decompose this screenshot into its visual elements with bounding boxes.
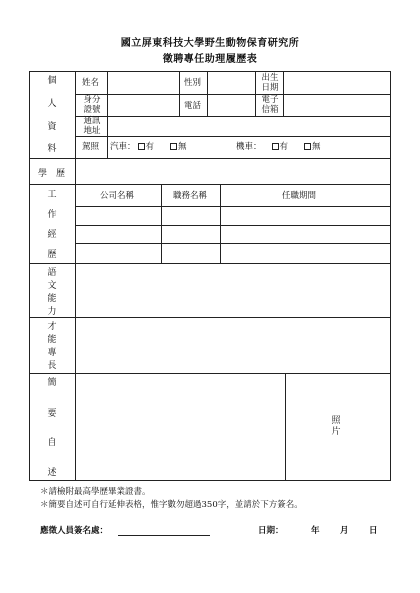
column-company: 公司名稱 bbox=[100, 191, 135, 201]
no-label: 無 bbox=[178, 142, 187, 152]
motorcycle-label: 機車： bbox=[236, 142, 262, 152]
section-label-skills-char: 長 bbox=[47, 361, 57, 371]
birth-date-label-line: 日期 bbox=[261, 83, 279, 93]
photo-box[interactable] bbox=[328, 416, 344, 438]
address-field[interactable] bbox=[108, 117, 390, 135]
resume-form bbox=[29, 71, 391, 481]
section-label-language-char: 文 bbox=[47, 281, 57, 291]
form-title: 國立屏東科技大學野生動物保育研究所 bbox=[120, 38, 300, 49]
section-label-personal: 人 bbox=[47, 99, 57, 109]
divider bbox=[75, 243, 391, 244]
id-number-label bbox=[81, 95, 103, 115]
email-label-line: 電子 bbox=[261, 95, 279, 105]
year-label: 年 bbox=[311, 526, 320, 536]
phone-field[interactable] bbox=[208, 95, 254, 115]
motorcycle-no-checkbox[interactable] bbox=[304, 143, 311, 150]
divider bbox=[75, 225, 391, 226]
section-label-work: 工 bbox=[47, 190, 57, 200]
section-label-language-char: 力 bbox=[47, 307, 57, 317]
id-number-label-line: 證號 bbox=[83, 105, 101, 115]
email-label bbox=[260, 95, 280, 115]
section-label-skills-char: 能 bbox=[47, 335, 57, 345]
birth-date-label bbox=[260, 73, 280, 93]
car-no-checkbox[interactable] bbox=[170, 143, 177, 150]
no-label: 無 bbox=[312, 142, 321, 152]
note-diploma: ＊請檢附最高學歷畢業證書。 bbox=[40, 487, 151, 497]
birth-date-label-line: 出生 bbox=[261, 73, 279, 83]
column-position: 職務名稱 bbox=[173, 191, 208, 201]
section-label-work: 經 bbox=[47, 230, 57, 240]
id-number-label-line: 身分 bbox=[83, 95, 101, 105]
car-yes-checkbox[interactable] bbox=[138, 143, 145, 150]
column-period: 任職期間 bbox=[282, 191, 317, 201]
education-field[interactable] bbox=[76, 159, 390, 183]
photo-label-char: 片 bbox=[331, 427, 341, 437]
section-label-skills bbox=[44, 321, 60, 373]
id-number-field[interactable] bbox=[108, 95, 178, 115]
section-label-language bbox=[44, 267, 60, 319]
gender-label: 性別 bbox=[184, 78, 202, 88]
divider bbox=[30, 184, 391, 185]
education-label: 學 歷 bbox=[38, 169, 66, 179]
address-label bbox=[81, 116, 103, 136]
section-label-autobiography: 要 bbox=[47, 409, 57, 419]
skills-field[interactable] bbox=[76, 318, 390, 372]
section-label-personal: 資 bbox=[47, 122, 57, 132]
signature-label: 應徵人員簽名處： bbox=[40, 526, 109, 536]
section-label-autobiography: 簡 bbox=[47, 378, 57, 388]
photo-label-char: 照 bbox=[331, 416, 341, 426]
email-field[interactable] bbox=[284, 95, 390, 115]
divider bbox=[179, 72, 180, 116]
yes-label: 有 bbox=[279, 142, 289, 152]
divider bbox=[75, 136, 391, 137]
address-label-line: 通訊 bbox=[83, 116, 101, 126]
email-label-line: 信箱 bbox=[261, 105, 279, 115]
section-label-work: 作 bbox=[47, 210, 57, 220]
license-label: 駕照 bbox=[82, 142, 100, 152]
section-label-personal: 個 bbox=[47, 76, 57, 86]
month-label: 月 bbox=[340, 526, 349, 536]
section-label-skills-char: 專 bbox=[47, 348, 57, 358]
section-label-skills-char: 才 bbox=[47, 322, 57, 332]
name-label: 姓名 bbox=[82, 78, 100, 88]
section-label-language-char: 語 bbox=[47, 268, 57, 278]
car-license bbox=[110, 142, 187, 152]
motorcycle-yes-checkbox[interactable] bbox=[272, 143, 279, 150]
phone-label: 電話 bbox=[184, 101, 202, 111]
divider bbox=[220, 184, 221, 264]
divider bbox=[255, 72, 256, 116]
day-label: 日 bbox=[369, 526, 378, 536]
birth-date-field[interactable] bbox=[284, 73, 390, 93]
language-field[interactable] bbox=[76, 264, 390, 316]
date-label: 日期： bbox=[258, 526, 284, 536]
divider bbox=[161, 184, 162, 264]
car-label: 汽車： bbox=[110, 142, 136, 152]
form-subtitle: 徵聘專任助理履歷表 bbox=[162, 54, 258, 65]
section-label-autobiography: 述 bbox=[47, 468, 57, 478]
divider bbox=[285, 373, 286, 480]
signature-line[interactable] bbox=[118, 535, 210, 536]
autobiography-field[interactable] bbox=[76, 374, 284, 479]
address-label-line: 地址 bbox=[83, 126, 101, 136]
motorcycle-license bbox=[236, 142, 321, 152]
yes-label: 有 bbox=[145, 142, 155, 152]
section-label-language-char: 能 bbox=[47, 294, 57, 304]
gender-field[interactable] bbox=[208, 73, 254, 93]
section-label-autobiography: 自 bbox=[47, 438, 57, 448]
note-autobiography: ＊簡要自述可自行延伸表格，惟字數勿超過350字，並請於下方簽名。 bbox=[40, 500, 303, 510]
section-label-personal: 料 bbox=[47, 144, 57, 154]
section-label-work: 歷 bbox=[47, 250, 57, 260]
divider bbox=[75, 206, 391, 207]
name-field[interactable] bbox=[108, 73, 178, 93]
